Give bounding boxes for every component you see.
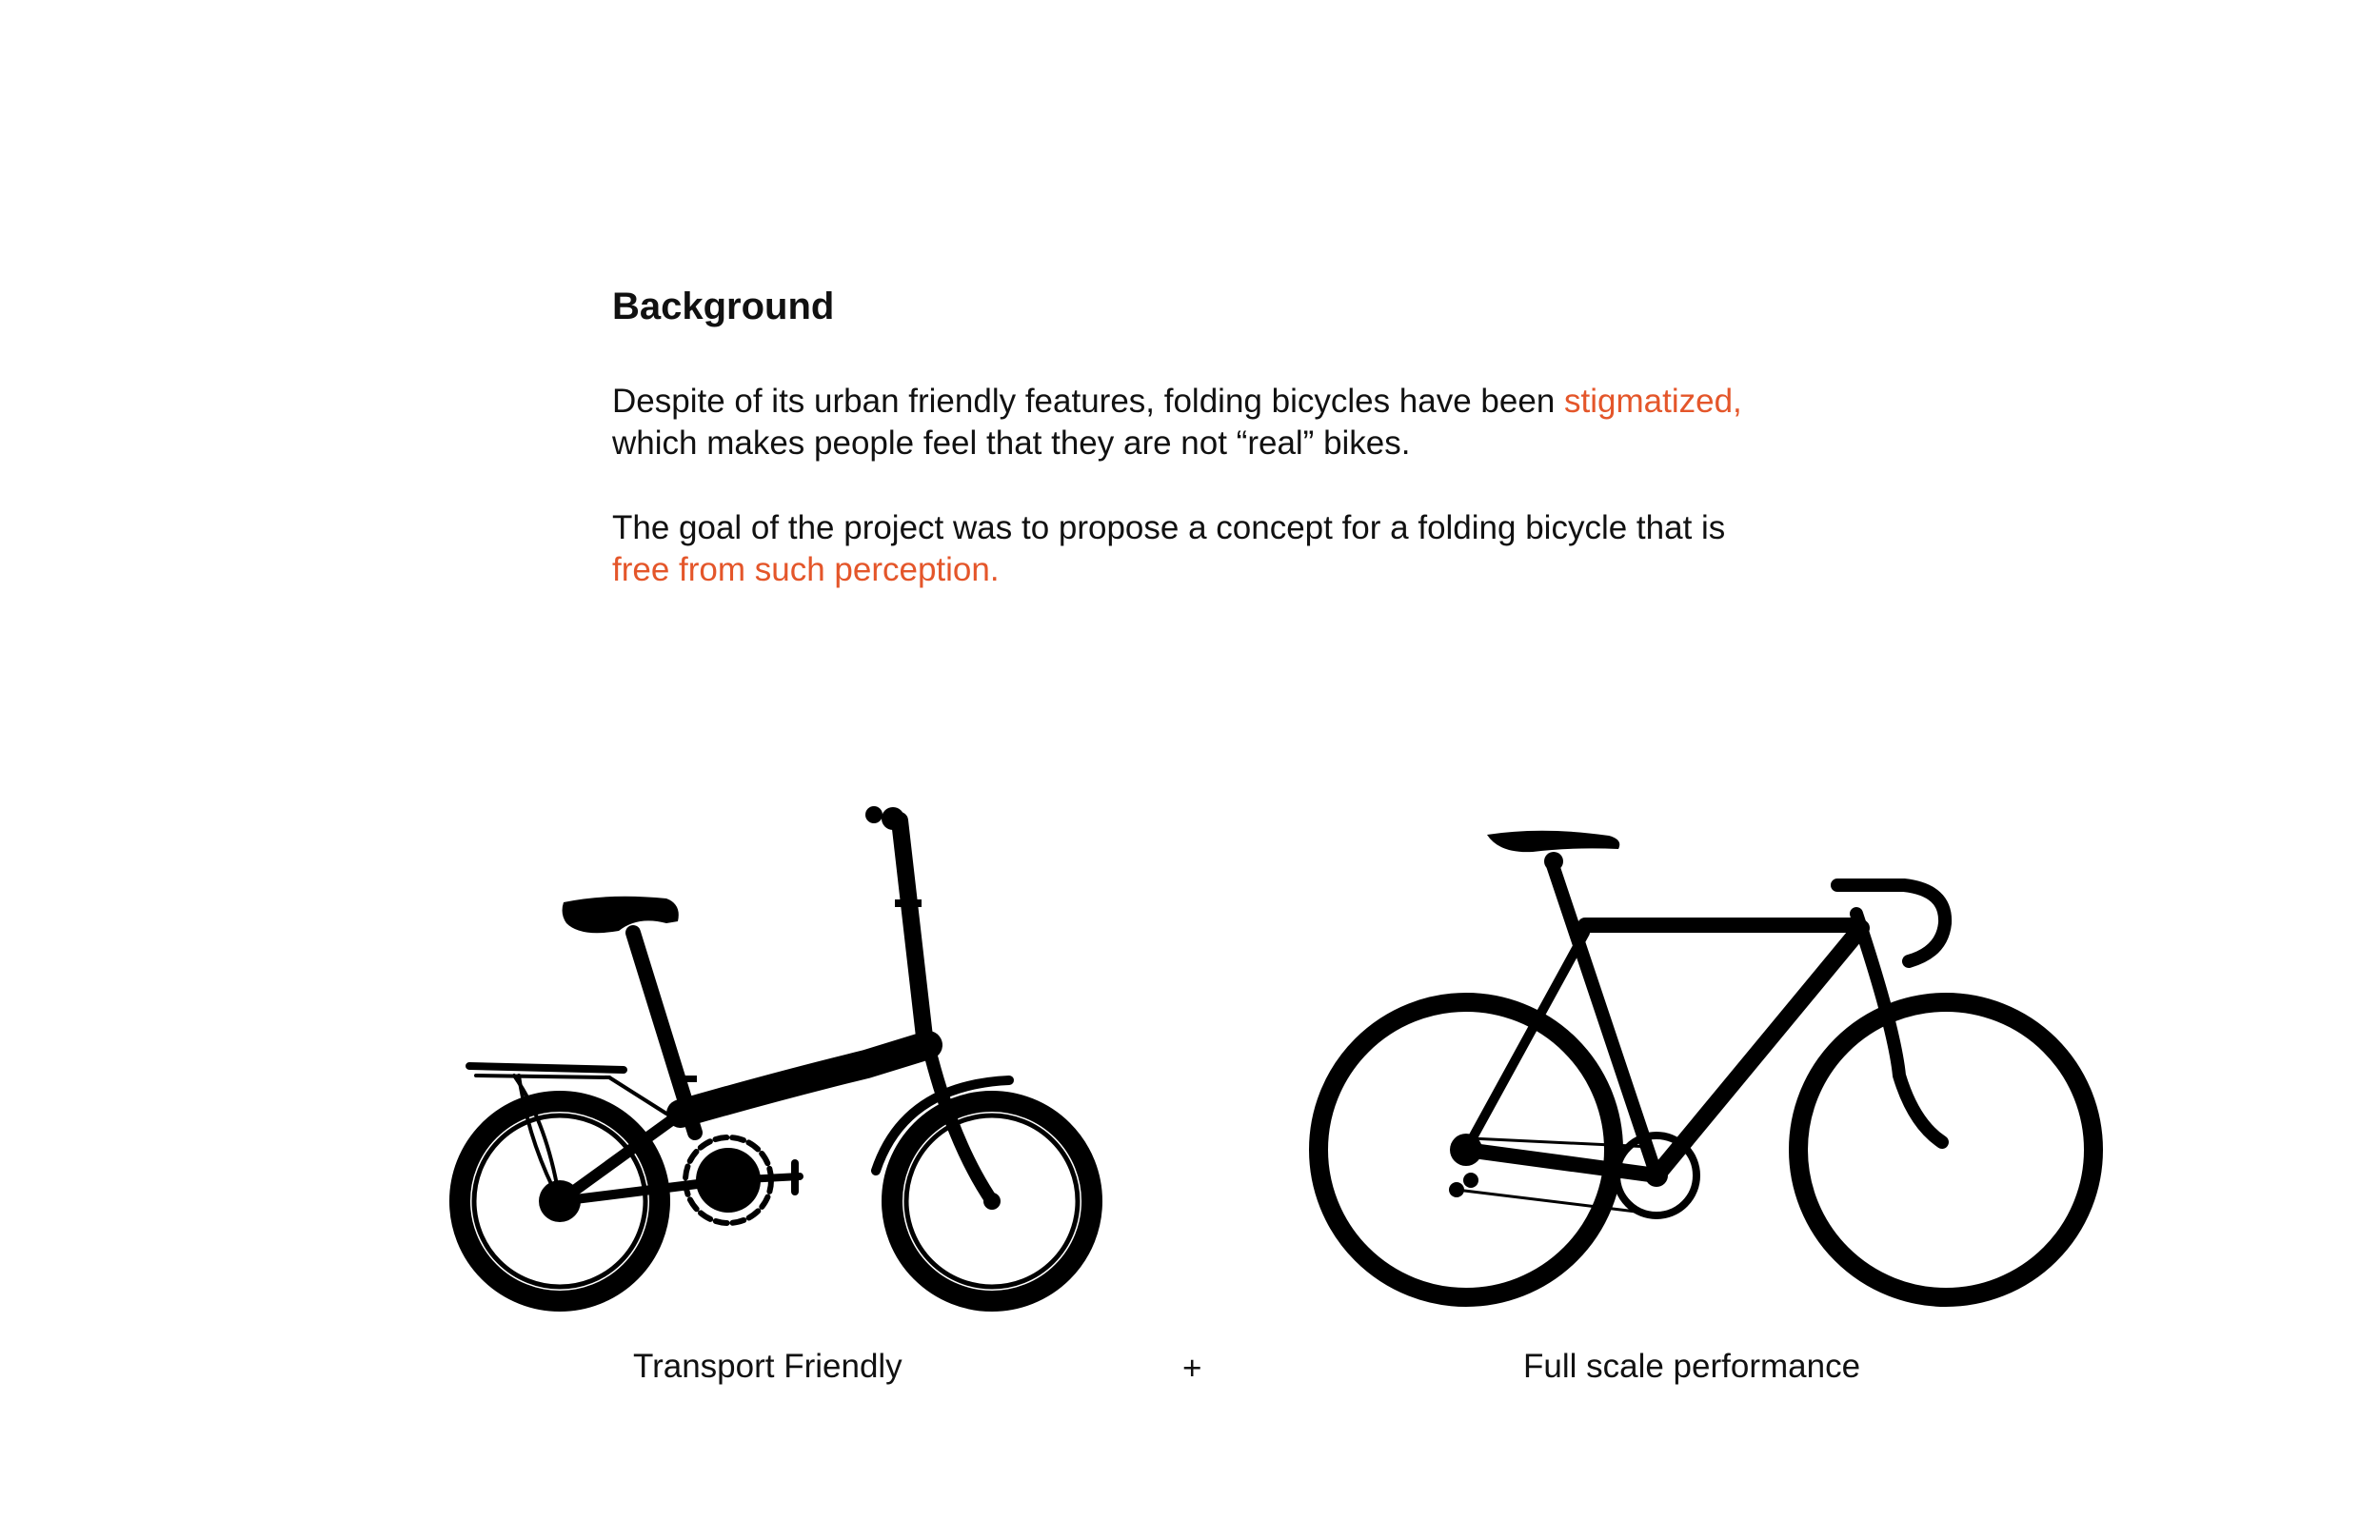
section-heading: Background	[612, 286, 835, 327]
highlight-stigmatized: stigmatized,	[1564, 383, 1742, 420]
highlight-free-from-perception: free from such perception.	[612, 551, 1000, 588]
caption-plus: +	[1182, 1350, 1202, 1387]
paragraph-stigma-text: Despite of its urban friendly features, folding bicycles have been	[612, 383, 1565, 420]
caption-full-scale-performance: Full scale performance	[1523, 1348, 1861, 1385]
caption-transport-friendly: Transport Friendly	[633, 1348, 902, 1385]
paragraph-stigma-line2: which makes people feel that they are not “real” bikes.	[612, 424, 1411, 462]
paragraph-goal-text: The goal of the project was to propose a concept for a folding bicycle that is	[612, 509, 1726, 546]
